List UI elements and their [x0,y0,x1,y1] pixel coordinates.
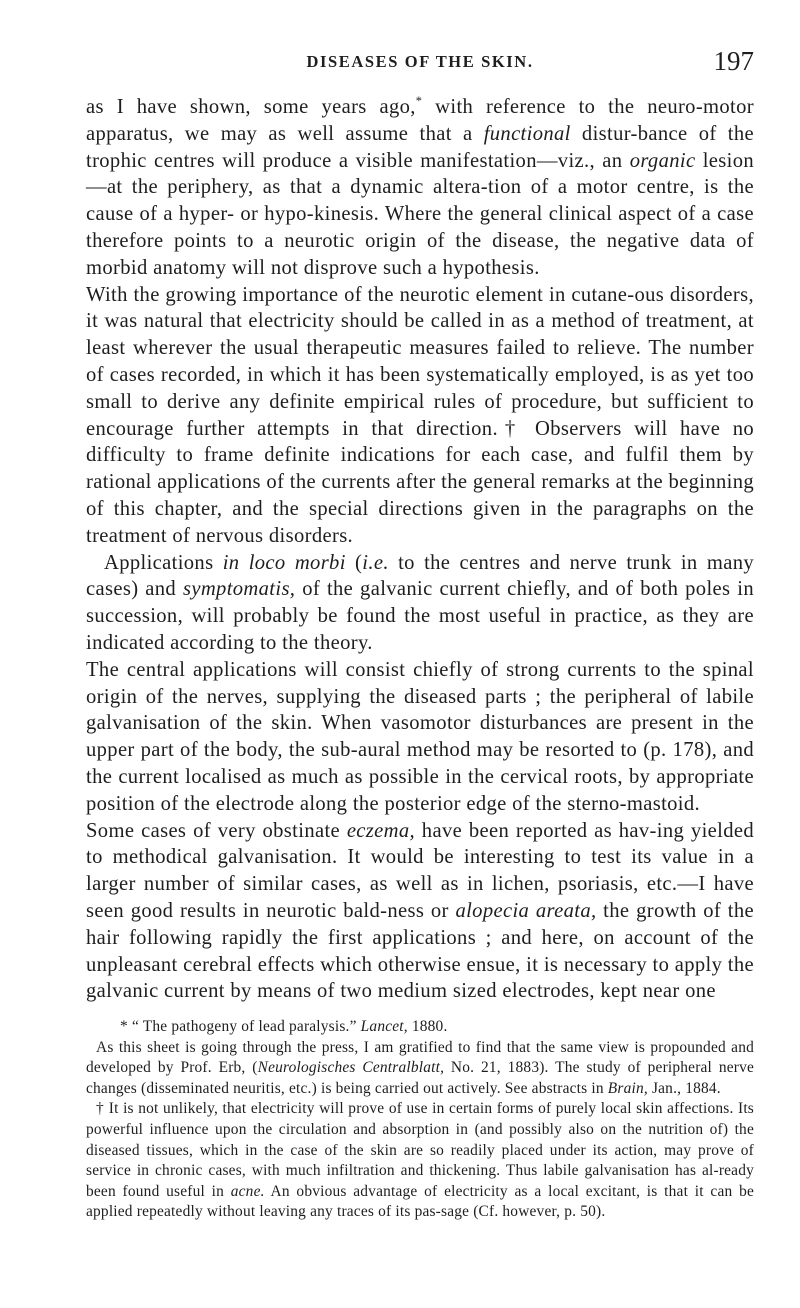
italic-text: eczema, [346,819,416,842]
text-run: 1880. [407,1018,448,1036]
page-header [86,46,754,84]
text-run: the growth of the hair following rapidly the first applications ; and here, on account of the unpleasant cerebral effects which otherwise ensue, it is necessary to apply the galvanic current by means of two medium sized electrodes, kept near one [86,899,754,1003]
text-run: to the centres and nerve trunk in many cases) and [86,551,754,601]
body-paragraph [86,282,754,550]
text-run: distur-bance of the trophic centres will produce a visible manifestation—viz., an [86,122,754,172]
text-run: As this sheet is going through the press, I am gratified to find that the same view is propounded and developed by Prof. Erb, ( [86,1038,754,1077]
text-run: An obvious advantage of electricity as a local excitant, is that it can be applied repeatedly without leaving any traces of its pas-sage (Cf. however, p. 50). [86,1182,754,1221]
text-run: Jan., 1884. [647,1079,721,1097]
italic-text: Lancet, [360,1018,408,1036]
italic-text: acne. [230,1182,265,1200]
text-run: with reference to the neuro-motor apparatus, we may as well assume that a [86,96,754,145]
text-run: The central applications will consist chiefly of strong currents to the spinal origin of the nerves, supplying the diseased parts ; the peripheral of labile galvanisation of the skin. When vasomotor disturbances are present in the upper part of the body, the sub-aural method may be resorted to (p. 178), and the current localised as much as possible in the cervical roots, by appropriate position of the electrode along the posterior edge of the sterno-mastoid. [86,658,754,815]
italic-text: alopecia areata, [455,899,597,922]
body-paragraph [86,657,754,818]
text-run: ( [345,551,363,574]
italic-text: i.e. [362,551,389,574]
footnote-marker: * [415,94,423,109]
italic-text: Brain, [607,1079,648,1097]
italic-text: organic [629,149,696,172]
text-run: of the galvanic current chiefly, and of both poles in succession, will probably be found the most useful in practice, as they are indicated according to the theory. [86,578,754,654]
text-run: * “ The pathogeny of lead paralysis.” [120,1018,361,1036]
italic-text: in loco morbi [222,551,346,574]
text-run: Some cases of very obstinate [86,819,347,842]
text-run: as I have shown, some years ago, [86,96,416,118]
running-head: DISEASES OF THE SKIN. [306,52,534,71]
footnote [86,1038,754,1100]
text-run: Applications [104,551,223,574]
text-run: † It is not unlikely, that electricity will prove of use in certain forms of purely local skin affections. Its powerful influence upon the circulation and absorption in (and possibly also on the nutrition of) the diseased tissues, which in the case of the skin are so readily placed under its action, may prove of service in chronic cases, with much infiltration and thickening. Thus labile galvanisation has al-ready been found useful in [86,1100,754,1200]
body-paragraph [86,94,754,282]
text-run: With the growing importance of the neurotic element in cutane-ous disorders, it was natural that electricity should be called in as a method of treatment, at least wherever the usual therapeutic measures failed to relieve. The number of cases recorded, in which it has been systematically employed, is as yet too small to derive any definite empirical rules of procedure, but sufficient to encourage further attempts in that direction.† Observers will have no difficulty to frame definite indications for each case, and fulfil them by rational applications of the currents after the general remarks at the beginning of this chapter, and the special directions given in the paragraphs on the treatment of nervous disorders. [86,283,754,547]
footnote [86,1017,754,1038]
body-text [86,94,754,1005]
footnotes [86,1017,754,1223]
page-number: 197 [713,46,754,76]
text-run: lesion—at the periphery, as that a dynamic altera-tion of a motor centre, is the cause of a hyper- or hypo-kinesis. Where the general clinical aspect of a case therefore points to a neurotic origin of the disease, the negative data of morbid anatomy will not disprove such a hypothesis. [86,149,754,279]
text-run: have been reported as hav-ing yielded to methodical galvanisation. It would be interesting to test its value in a larger number of similar cases, as well as in lichen, psoriasis, etc.—I have seen good results in neurotic bald-ness or [86,819,754,922]
italic-text: functional [483,122,571,145]
text-run: No. 21, 1883). The study of peripheral nerve changes (disseminated neuritis, etc.) is being carried out actively. See abstracts in [86,1059,755,1097]
italic-text: Neurologisches Centralblatt, [257,1059,445,1077]
italic-text: symptomatis, [182,578,296,601]
footnote [86,1099,754,1223]
body-paragraph [86,818,754,1006]
body-paragraph [86,550,754,657]
